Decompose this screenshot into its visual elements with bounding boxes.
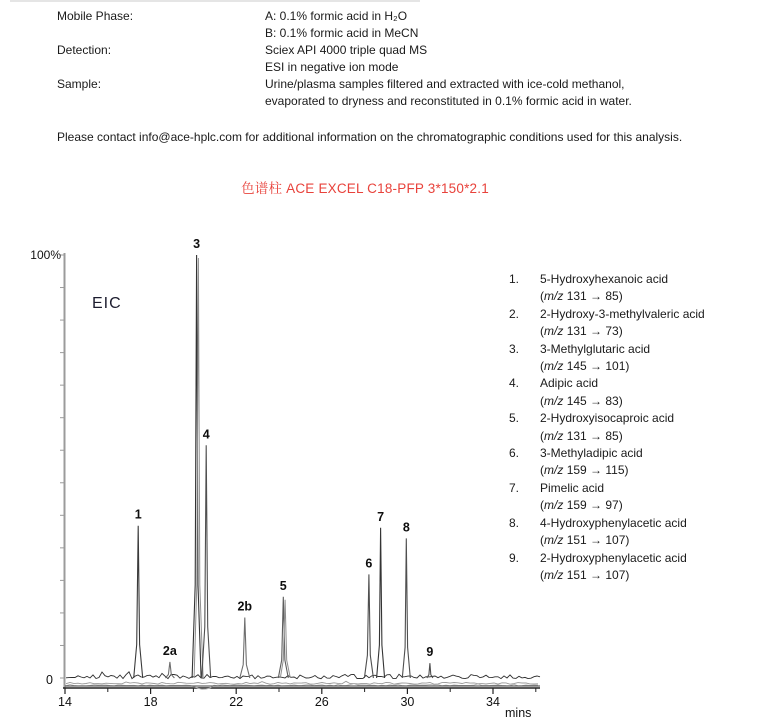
mz-transition: (m/z 159 → 97) — [540, 498, 623, 513]
legend-number: 6. — [509, 446, 520, 461]
peak-trace-5 — [278, 597, 288, 678]
x-tick-label: 22 — [229, 695, 244, 709]
mz-transition: (m/z 159 → 115) — [540, 463, 629, 478]
legend-number: 1. — [509, 272, 520, 286]
condition-value-line: Sciex API 4000 triple quad MS — [265, 43, 428, 57]
x-tick-label: 26 — [314, 695, 329, 709]
peak-trace-1 — [134, 526, 143, 678]
compound-name: 3-Methyladipic acid — [540, 446, 643, 461]
condition-row — [57, 42, 757, 76]
mz-transition: (m/z 131 → 73) — [540, 324, 623, 339]
mz-transition: (m/z 131 → 85) — [540, 289, 623, 304]
compound-name: 2-Hydroxyisocaproic acid — [540, 411, 675, 426]
x-tick-label: 14 — [58, 695, 72, 709]
condition-value-line: evaporated to dryness and reconstituted in 0.1% formic acid in water. — [265, 94, 632, 108]
peak-legend — [509, 271, 771, 584]
legend-number: 3. — [509, 341, 520, 356]
column-title: 色谱柱 ACE EXCEL C18-PFP 3*150*2.1 — [241, 181, 489, 196]
peak-label-9: 9 — [426, 645, 434, 660]
peak-label-7: 7 — [377, 509, 385, 524]
condition-value-line: A: 0.1% formic acid in H₂O — [265, 9, 408, 23]
peak-label-4: 4 — [202, 427, 210, 442]
y-max-label: 100% — [30, 248, 61, 262]
peak-label-5: 5 — [279, 578, 287, 593]
compound-name: 3-Methylglutaric acid — [540, 341, 651, 356]
baseline-noise-trace — [66, 681, 538, 684]
x-tick-label: 34 — [486, 695, 500, 709]
peak-trace-6 — [364, 574, 373, 678]
compound-name: 2-Hydroxy-3-methylvaleric acid — [540, 306, 705, 321]
chromatogram-figure — [30, 228, 550, 726]
legend-item — [509, 480, 771, 515]
condition-label: Sample: — [57, 77, 102, 91]
peak-trace-8 — [402, 538, 410, 678]
legend-number: 8. — [509, 515, 520, 530]
compound-name: 2-Hydroxyphenylacetic acid — [540, 550, 687, 565]
mz-transition: (m/z 145 → 83) — [540, 393, 623, 408]
contact-note: Please contact info@ace-hplc.com for additional information on the chromatographic conditions used for this analysis. — [57, 130, 683, 144]
legend-item — [509, 341, 771, 376]
mz-transition: (m/z 131 → 85) — [540, 428, 623, 443]
compound-name: 4-Hydroxyphenylacetic acid — [540, 515, 687, 530]
peak-label-2a: 2a — [162, 643, 177, 658]
plot-title-eic: EIC — [92, 295, 122, 312]
condition-label: Detection: — [57, 43, 112, 57]
compound-name: Adipic acid — [540, 376, 599, 391]
legend-item — [509, 306, 771, 341]
condition-row — [57, 76, 757, 110]
peak-label-8: 8 — [402, 520, 410, 535]
condition-label: Mobile Phase: — [57, 9, 134, 23]
chromatogram-plot — [30, 228, 550, 726]
peak-label-6: 6 — [365, 556, 373, 571]
legend-number: 9. — [509, 550, 520, 565]
peak-trace-4 — [202, 445, 211, 678]
condition-row — [57, 8, 757, 42]
peak-trace-7 — [377, 528, 385, 678]
legend-item — [509, 410, 771, 445]
condition-value-line: Urine/plasma samples filtered and extracted with ice-cold methanol, — [265, 77, 625, 91]
legend-number: 4. — [509, 376, 520, 391]
baseline-noise-trace — [66, 672, 540, 679]
legend-number: 7. — [509, 480, 520, 495]
mz-transition: (m/z 151 → 107) — [540, 567, 630, 582]
condition-value-line: B: 0.1% formic acid in MeCN — [265, 26, 419, 40]
legend-item — [509, 550, 771, 585]
peak-label-2b: 2b — [237, 599, 253, 614]
legend-item — [509, 375, 771, 410]
y-min-label: 0 — [46, 673, 53, 687]
page-crop-artifact — [10, 0, 420, 2]
x-tick-label: 18 — [143, 695, 158, 709]
peak-label-3: 3 — [193, 237, 201, 251]
condition-value — [265, 76, 757, 110]
compound-name: 5-Hydroxyhexanoic acid — [540, 272, 669, 286]
legend-item — [509, 445, 771, 480]
legend-number: 5. — [509, 411, 520, 426]
peak-trace-2b — [240, 618, 250, 679]
x-axis-unit-label: mins — [505, 706, 532, 720]
legend-item — [509, 271, 771, 306]
condition-value — [265, 8, 757, 42]
peak-trace-9 — [427, 663, 433, 678]
legend-item — [509, 515, 771, 550]
mz-transition: (m/z 151 → 107) — [540, 533, 630, 548]
legend-number: 2. — [509, 306, 520, 321]
condition-value-line: ESI in negative ion mode — [265, 60, 399, 74]
peak-label-1: 1 — [134, 507, 142, 522]
x-tick-label: 30 — [400, 695, 415, 709]
condition-value — [265, 42, 757, 76]
compound-name: Pimelic acid — [540, 480, 605, 495]
conditions-table — [57, 8, 757, 110]
mz-transition: (m/z 145 → 101) — [540, 359, 630, 374]
